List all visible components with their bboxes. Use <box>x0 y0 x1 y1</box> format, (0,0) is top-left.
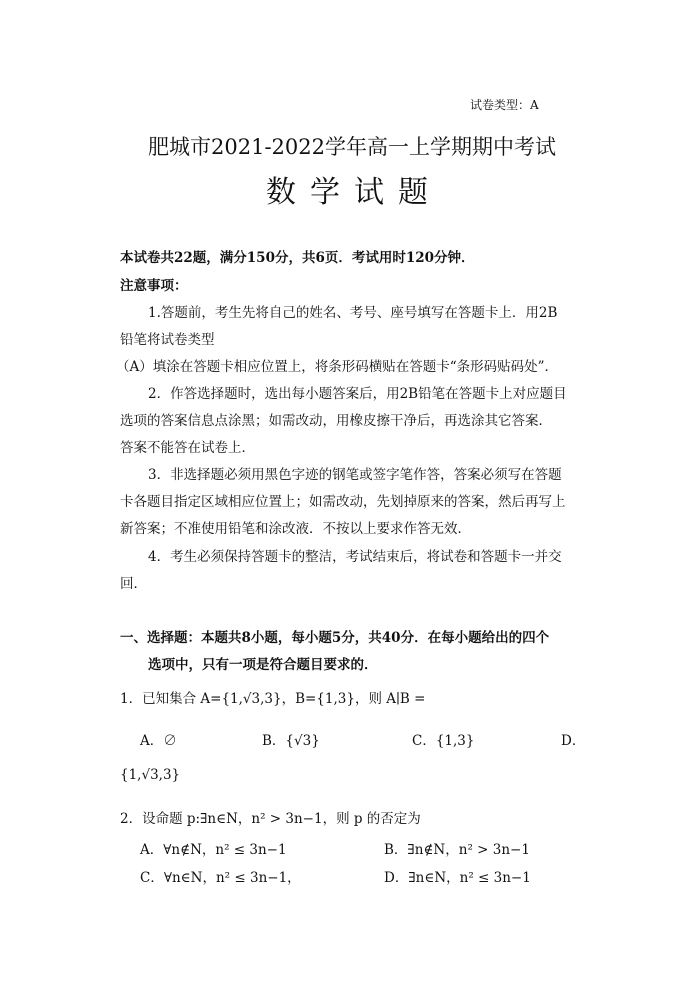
notice-line: 卡各题目指定区域相应位置上；如需改动，先划掉原来的答案，然后再写上 <box>120 494 566 510</box>
section-heading: 一、选择题：本题共8小题，每小题5分，共40分．在每小题给出的四个 <box>120 630 550 646</box>
question-1-option-c: C．{1,3} <box>412 733 475 749</box>
notice-line: 回． <box>120 576 147 592</box>
notice-line: 新答案；不准使用铅笔和涂改液．不按以上要求作答无效． <box>120 521 471 537</box>
question-1-stem: 1．已知集合 A={1,√3,3}，B={1,3}，则 A∣B = <box>120 691 426 707</box>
notice-line: （A）填涂在答题卡相应位置上，将条形码横贴在答题卡“条形码贴码处”． <box>116 359 559 375</box>
section-heading-cont: 选项中，只有一项是符合题目要求的． <box>148 657 378 673</box>
exam-title: 肥城市2021-2022学年高一上学期期中考试 <box>148 135 556 159</box>
question-1-option-a: A．∅ <box>140 733 177 749</box>
question-2-option-b: B．∃n∉N，n² > 3n−1 <box>384 842 530 858</box>
notice-line: 2．作答选择题时，选出每小题答案后，用2B铅笔在答题卡上对应题目 <box>148 386 567 402</box>
question-1-option-b: B．{√3} <box>262 733 320 749</box>
notice-heading: 注意事项： <box>120 278 188 294</box>
notice-line: 3．非选择题必须用黑色字迹的钢笔或签字笔作答，答案必须写在答题 <box>148 467 562 483</box>
question-1-option-d: D． <box>561 733 586 749</box>
subject-title: 数学试题 <box>266 175 442 210</box>
question-2-option-c: C．∀n∈N，n² ≤ 3n−1， <box>140 870 301 886</box>
notice-line: 4．考生必须保持答题卡的整洁，考试结束后，将试卷和答题卡一并交 <box>148 549 562 565</box>
question-2-option-d: D．∃n∈N，n² ≤ 3n−1 <box>384 870 531 886</box>
paper-type-label: 试卷类型：A <box>470 98 539 112</box>
notice-line: 答案不能答在试卷上． <box>120 440 255 456</box>
notice-line: 铅笔将试卷类型 <box>120 332 215 348</box>
question-2-option-a: A．∀n∉N，n² ≤ 3n−1 <box>140 842 287 858</box>
exam-summary: 本试卷共22题，满分150分，共6页．考试用时120分钟． <box>120 250 475 266</box>
question-2-stem: 2．设命题 p:∃n∈N，n² > 3n−1，则 p 的否定为 <box>120 811 421 827</box>
notice-line: 1.答题前，考生先将自己的姓名、考号、座号填写在答题卡上．用2B <box>148 305 558 321</box>
question-1-option-d-value: {1,√3,3} <box>120 767 181 783</box>
notice-line: 选项的答案信息点涂黑；如需改动，用橡皮擦干净后，再选涂其它答案． <box>120 413 552 429</box>
